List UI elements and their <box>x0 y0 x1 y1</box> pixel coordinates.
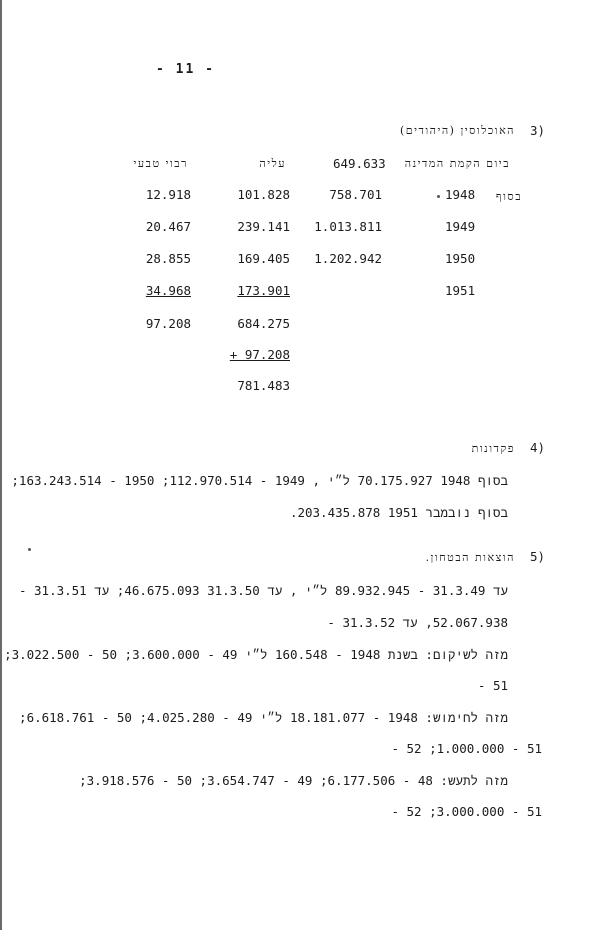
defense-line: מזה לשיקום: בשנת 1948 - 160.548 ל״י 49 - 3.600.000; 50 - 3.022.500; <box>4 647 508 662</box>
section-5-title: הוצאות הבטחון. <box>425 551 515 564</box>
row-natural: 28.855 <box>145 251 191 266</box>
row-aliyah: 239.141 <box>237 219 290 234</box>
row-total: 1.202.942 <box>314 251 382 266</box>
defense-line: עד 31.3.49 - 89.932.945 ל״י , עד 31.3.50 46.675.093; עד 31.3.51 - <box>18 583 508 598</box>
state-founding-label: ביום הקמת המדינה <box>404 157 510 170</box>
speck <box>437 195 440 198</box>
row-total: 1.013.811 <box>314 219 382 234</box>
defense-line: 51 - 1.000.000; 52 - <box>391 741 542 756</box>
row-year: 1949 <box>445 219 476 234</box>
aliyah-sum: 684.275 <box>237 316 290 331</box>
natural-sum: 97.208 <box>145 316 191 331</box>
row-year: 1951 <box>445 283 476 298</box>
section-3-number: 3) <box>530 123 546 138</box>
row-label: בסוף <box>495 190 522 203</box>
defense-line: מזה לתעש: 48 - 6.177.506; 49 - 3.654.747; 50 - 3.918.576; <box>79 773 508 788</box>
defense-line: 52.067.938, עד 31.3.52 - <box>327 615 508 630</box>
row-natural: 34.968 <box>145 283 191 298</box>
page-number: - 11 - <box>156 62 215 77</box>
speck <box>28 548 31 551</box>
row-total: 758.701 <box>329 187 382 202</box>
section-4-title: פקדונות <box>471 442 515 455</box>
defense-line: מזה לחימוש: 1948 - 18.181.077 ל״י 49 - 4.025.280; 50 - 6.618.761; <box>19 710 508 725</box>
row-aliyah: 173.901 <box>237 283 290 298</box>
deposits-line-2: בסוף נובמבר 1951 203.435.878. <box>289 505 508 520</box>
row-year: 1950 <box>445 251 476 266</box>
section-3-title: האוכלוסין (היהודים) <box>400 124 515 137</box>
row-aliyah: 169.405 <box>237 251 290 266</box>
row-year: 1948 <box>445 187 476 202</box>
state-founding-value: 649.633 <box>333 156 386 171</box>
row-natural: 20.467 <box>145 219 191 234</box>
aliyah-header: עליה <box>259 157 286 170</box>
row-aliyah: 101.828 <box>237 187 290 202</box>
section-5-number: 5) <box>530 549 546 564</box>
grand-total: 781.483 <box>237 378 290 393</box>
defense-line: 51 - 3.000.000; 52 - <box>391 804 542 819</box>
plus-natural: + 97.208 <box>229 347 290 362</box>
row-natural: 12.918 <box>145 187 191 202</box>
defense-line: 51 - <box>477 678 508 693</box>
section-4-number: 4) <box>530 440 546 455</box>
natural-increase-header: רבוי טבעי <box>133 157 188 170</box>
deposits-line-1: בסוף 1948 70.175.927 ל״י , 1949 - 112.970.514; 1950 - 163.243.514; <box>11 473 508 488</box>
scan-left-edge <box>0 0 2 930</box>
